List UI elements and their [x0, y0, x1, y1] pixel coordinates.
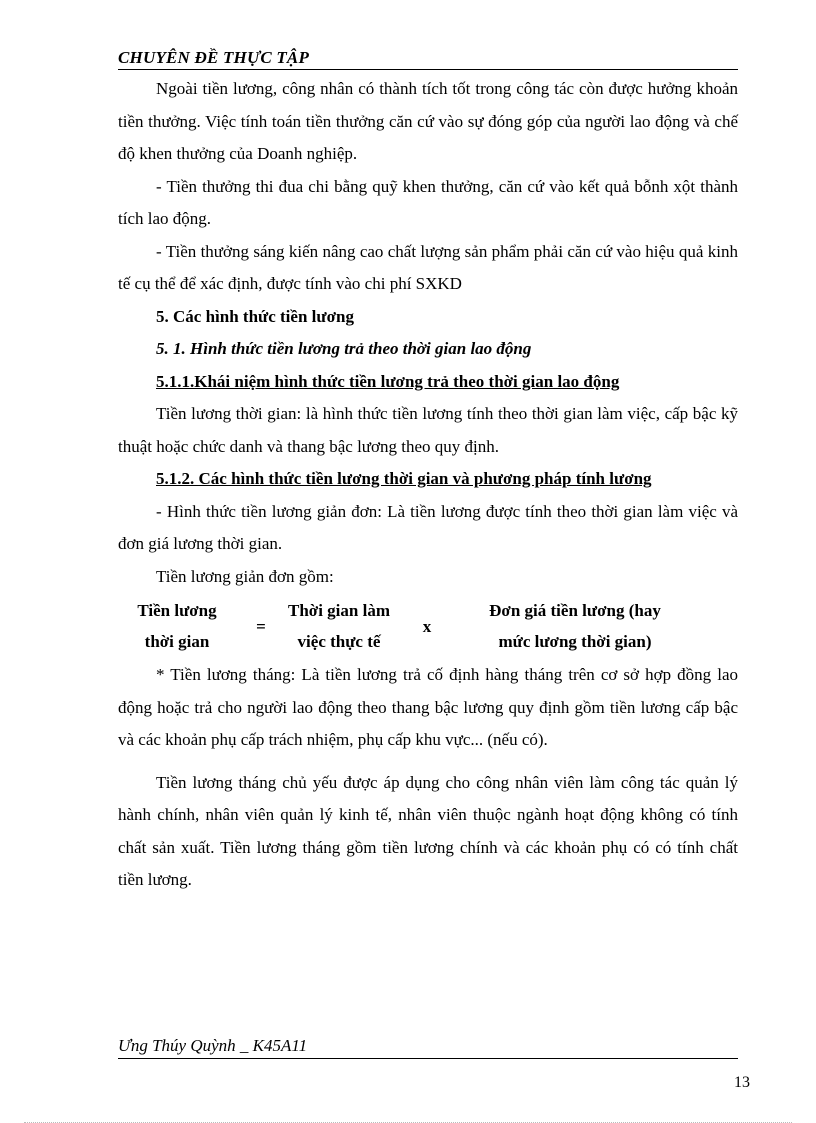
page-header: CHUYÊN ĐỀ THỰC TẬP	[118, 48, 738, 70]
heading-section-5-1-2: 5.1.2. Các hình thức tiền lương thời gian và phương pháp tính lương	[156, 469, 652, 488]
paragraph-monthly-wage: * Tiền lương tháng: Là tiền lương trả cố định hàng tháng trên cơ sở hợp đồng lao động hoặc trả cho người lao động theo thang bậc lương quy định gồm tiền lương cấp bậc và các khoản phụ cấp trách nhiệm, phụ cấp khu vực... (nếu có).	[118, 665, 738, 749]
paragraph-simple-wage-intro: Tiền lương giản đơn gồm:	[156, 566, 334, 586]
formula-middle: Thời gian làm việc thực tế	[288, 601, 390, 651]
formula-times: x	[422, 616, 432, 636]
paragraph-monthly-wage-usage: Tiền lương tháng chủ yếu được áp dụng cho công nhân viên làm công tác quản lý hành chính, nhân viên quản lý kinh tế, nhân viên thuộc ngành hoạt động không có tính chất sản xuất. Tiền lương tháng gồm tiền lương chính và các khoản phụ có có tính chất tiền lương.	[118, 772, 738, 889]
page-content	[118, 73, 738, 897]
formula-equals: =	[256, 616, 266, 636]
paragraph-initiative-bonus: - Tiền thưởng sáng kiến nâng cao chất lượng sản phẩm phải căn cứ vào hiệu quả kinh tế cụ thể để xác định, được tính vào chi phí SXKD	[118, 241, 738, 293]
heading-section-5-1: 5. 1. Hình thức tiền lương trả theo thời gian lao động	[156, 339, 532, 358]
paragraph-competition-bonus: - Tiền thưởng thi đua chi bằng quỹ khen thưởng, căn cứ vào kết quả bỗnh xột thành tích lao động.	[118, 176, 738, 228]
formula-right: Đơn giá tiền lương (hay mức lương thời gian)	[489, 601, 661, 651]
wage-formula	[118, 595, 738, 657]
heading-section-5: 5. Các hình thức tiền lương	[156, 306, 354, 326]
page-footer-author: Ưng Thúy Quỳnh _ K45A11	[118, 1036, 738, 1059]
page-number: 13	[734, 1074, 750, 1091]
paragraph-time-wage: Tiền lương thời gian: là hình thức tiền lương tính theo thời gian làm việc, cấp bậc kỹ thuật hoặc chức danh và thang bậc lương theo quy định.	[118, 404, 738, 456]
paragraph-simple-wage: - Hình thức tiền lương giản đơn: Là tiền lương được tính theo thời gian làm việc và đơn giá lương thời gian.	[118, 501, 738, 553]
paragraph-bonus: Ngoài tiền lương, công nhân có thành tích tốt trong công tác còn được hưởng khoản tiền thưởng. Việc tính toán tiền thưởng căn cứ vào sự đóng góp của người lao động và chế độ khen thưởng của Doanh nghiệp.	[118, 79, 738, 163]
heading-section-5-1-1: 5.1.1.Khái niệm hình thức tiền lương trả theo thời gian lao động	[156, 371, 620, 391]
formula-left: Tiền lương thời gian	[137, 601, 217, 651]
